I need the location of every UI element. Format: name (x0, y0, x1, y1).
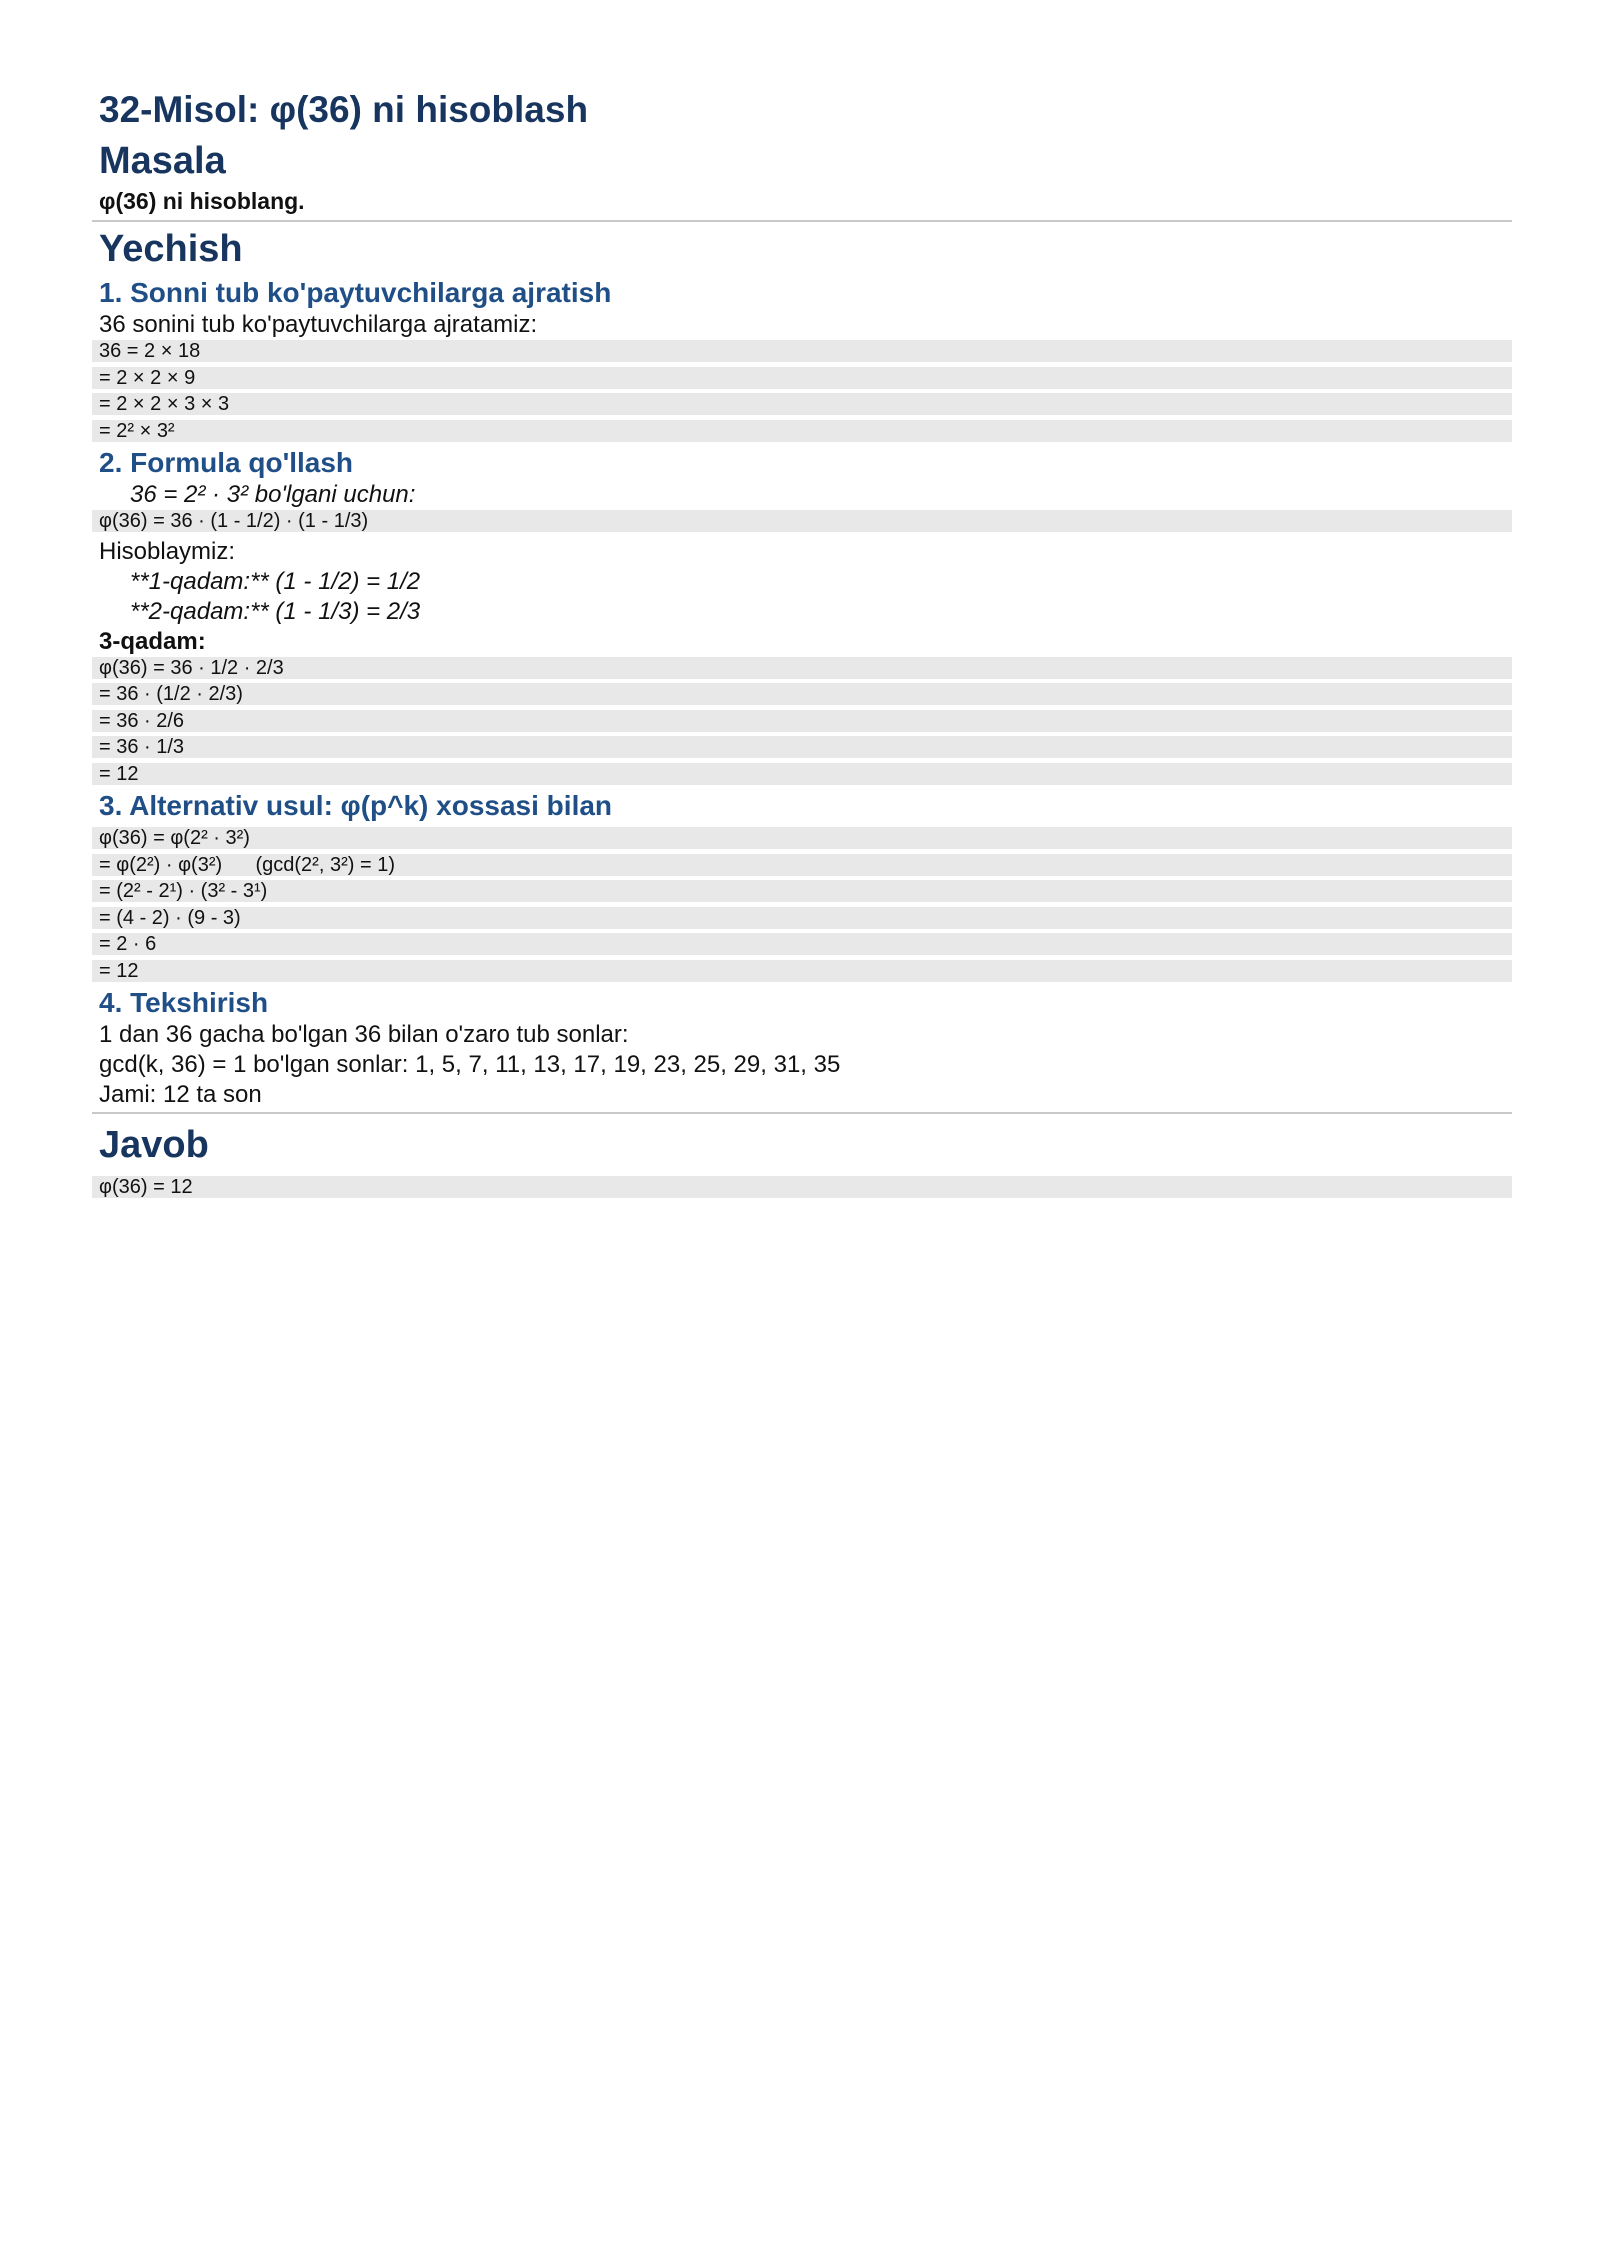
check-line-1: 1 dan 36 gacha bo'lgan 36 bilan o'zaro tub sonlar: (99, 1021, 629, 1048)
divider (92, 220, 1512, 222)
check-line-2: gcd(k, 36) = 1 bo'lgan sonlar: 1, 5, 7, 11, 13, 17, 19, 23, 25, 29, 31, 35 (99, 1051, 841, 1078)
code-line: = 2 × 2 × 9 (92, 367, 1512, 389)
code-line: = (2² - 2¹) · (3² - 3¹) (92, 880, 1512, 902)
step3-code-block (92, 827, 1512, 982)
step2-code-block (92, 657, 1512, 785)
problem-statement: φ(36) ni hisoblang. (99, 188, 305, 214)
code-line: = 2 · 6 (92, 933, 1512, 955)
step4-heading: 4. Tekshirish (99, 987, 269, 1018)
step1-code-block (92, 340, 1512, 442)
javob-heading: Javob (99, 1124, 209, 1166)
step1-heading: 1. Sonni tub ko'paytuvchilarga ajratish (99, 277, 612, 308)
step2-heading: 2. Formula qo'llash (99, 447, 354, 478)
step1-intro: 36 sonini tub ko'paytuvchilarga ajratamiz: (99, 311, 538, 338)
code-line: φ(36) = 36 · 1/2 · 2/3 (92, 657, 1512, 679)
code-line: 36 = 2 × 18 (92, 340, 1512, 362)
qadam3-label: 3-qadam: (99, 627, 206, 655)
code-line: = 36 · 2/6 (92, 710, 1512, 732)
step2-formula: φ(36) = 36 · (1 - 1/2) · (1 - 1/3) (92, 510, 1512, 532)
calc-intro: Hisoblaymiz: (99, 537, 236, 565)
step3-heading: 3. Alternativ usul: φ(p^k) xossasi bilan (99, 790, 613, 821)
masala-heading: Masala (99, 140, 226, 182)
page-title: 32-Misol: φ(36) ni hisoblash (99, 89, 589, 130)
code-line: φ(36) = φ(2² · 3²) (92, 827, 1512, 849)
divider (92, 1112, 1512, 1114)
step2-note: 36 = 2² · 3² bo'lgani uchun: (130, 481, 416, 508)
document-page (92, 80, 1512, 1203)
code-line: = 36 · (1/2 · 2/3) (92, 683, 1512, 705)
code-line: = 12 (92, 763, 1512, 785)
code-line: = (4 - 2) · (9 - 3) (92, 907, 1512, 929)
code-line: = 2² × 3² (92, 420, 1512, 442)
check-line-3: Jami: 12 ta son (99, 1081, 262, 1108)
yechish-heading: Yechish (99, 228, 243, 270)
answer: φ(36) = 12 (92, 1176, 1512, 1198)
code-line: = 12 (92, 960, 1512, 982)
code-line: = φ(2²) · φ(3²) (gcd(2², 3²) = 1) (92, 854, 1512, 876)
qadam1: **1-qadam:** (1 - 1/2) = 1/2 (130, 567, 421, 595)
qadam2: **2-qadam:** (1 - 1/3) = 2/3 (130, 597, 421, 625)
code-line: = 36 · 1/3 (92, 736, 1512, 758)
code-line: = 2 × 2 × 3 × 3 (92, 393, 1512, 415)
